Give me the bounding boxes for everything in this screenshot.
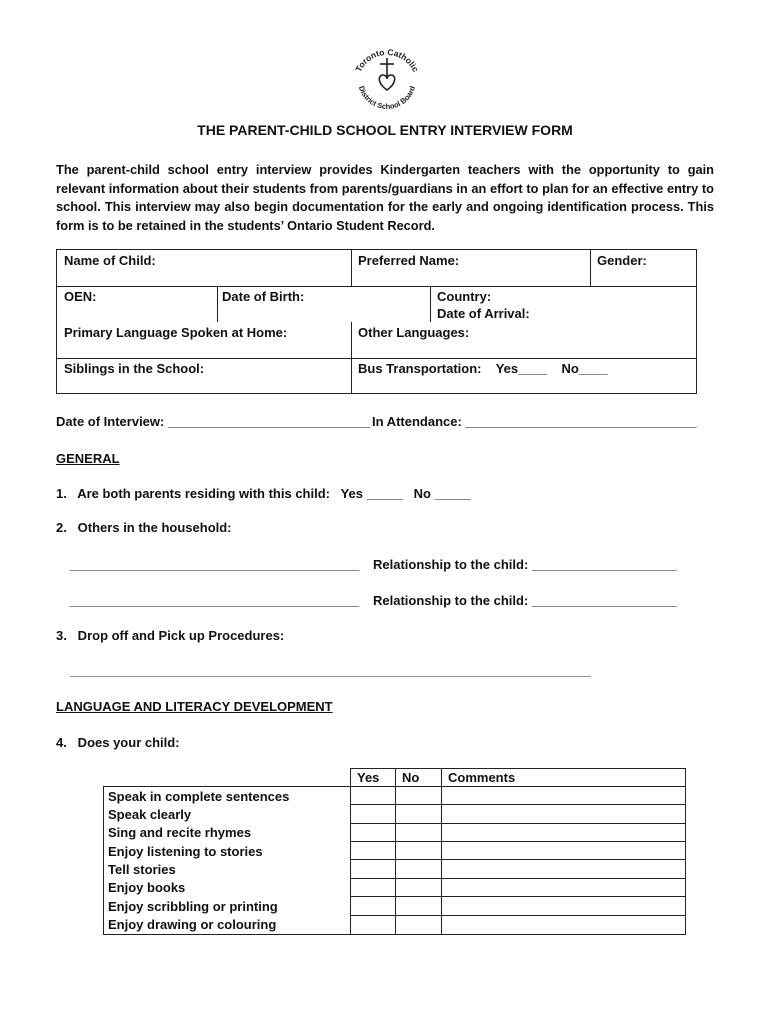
date-of-birth-field[interactable]: Date of Birth: — [222, 289, 305, 304]
school-board-logo — [344, 44, 430, 110]
intro-paragraph: The parent-child school entry interview provides Kindergarten teachers with the opportunity to gain relevant information about their students from parents/guardians in an effort to plan for an effective entry to school. This interview may also begin documentation for the early and ongoing identification process. This form is to be retained in the students’ Ontario Student Record. — [56, 162, 714, 233]
question-3: 3. Drop off and Pick up Procedures: — [56, 628, 285, 643]
column-header-no: No — [402, 770, 420, 785]
checklist-row-label: Speak clearly — [108, 807, 192, 822]
column-header-comments: Comments — [448, 770, 516, 785]
primary-language-field[interactable]: Primary Language Spoken at Home: — [64, 325, 288, 340]
student-info-table — [56, 249, 697, 394]
checklist-row-label: Tell stories — [108, 862, 176, 877]
question-2: 2. Others in the household: — [56, 520, 232, 535]
language-literacy-heading: LANGUAGE AND LITERACY DEVELOPMENT — [56, 699, 333, 714]
other-languages-field[interactable]: Other Languages: — [358, 325, 470, 340]
preferred-name-field[interactable]: Preferred Name: — [358, 253, 460, 268]
siblings-field[interactable]: Siblings in the School: — [64, 361, 205, 376]
form-title: THE PARENT-CHILD SCHOOL ENTRY INTERVIEW FORM — [197, 122, 573, 138]
cross-heart-icon — [379, 58, 394, 90]
gender-field[interactable]: Gender: — [597, 253, 647, 268]
checklist-row-label: Enjoy books — [108, 880, 186, 895]
checklist-row-label: Speak in complete sentences — [108, 789, 290, 804]
drop-off-procedures-line[interactable]: _____________________________________________________________________________________ — [70, 664, 591, 678]
checklist-row-label: Enjoy scribbling or printing — [108, 899, 278, 914]
country-field[interactable]: Country: — [437, 289, 492, 304]
date-of-interview-field[interactable]: Date of Interview: ____________________________ — [56, 414, 371, 429]
column-header-yes: Yes — [357, 770, 380, 785]
date-of-arrival-field[interactable]: Date of Arrival: — [437, 306, 530, 321]
checklist-row-label: Enjoy drawing or colouring — [108, 917, 277, 932]
oen-field[interactable]: OEN: — [64, 289, 97, 304]
household-member-line[interactable]: ________________________________________ — [70, 557, 360, 572]
relationship-field[interactable]: Relationship to the child: ____________________ — [373, 593, 677, 608]
in-attendance-field[interactable]: In Attendance: ________________________________ — [372, 414, 697, 429]
checklist-row-label: Sing and recite rhymes — [108, 825, 252, 840]
question-1[interactable]: 1. Are both parents residing with this child: Yes _____ No _____ — [56, 486, 471, 501]
household-member-line[interactable]: ________________________________________ — [70, 593, 360, 608]
svg-text:District School Board: District School Board — [356, 84, 418, 110]
name-of-child-field[interactable]: Name of Child: — [64, 253, 156, 268]
svg-text:Toronto Catholic: Toronto Catholic — [353, 46, 421, 74]
bus-transportation-field[interactable]: Bus Transportation: Yes____ No____ — [358, 361, 608, 376]
general-heading: GENERAL — [56, 451, 120, 466]
checklist-row-label: Enjoy listening to stories — [108, 844, 263, 859]
relationship-field[interactable]: Relationship to the child: ____________________ — [373, 557, 677, 572]
question-4: 4. Does your child: — [56, 735, 180, 750]
